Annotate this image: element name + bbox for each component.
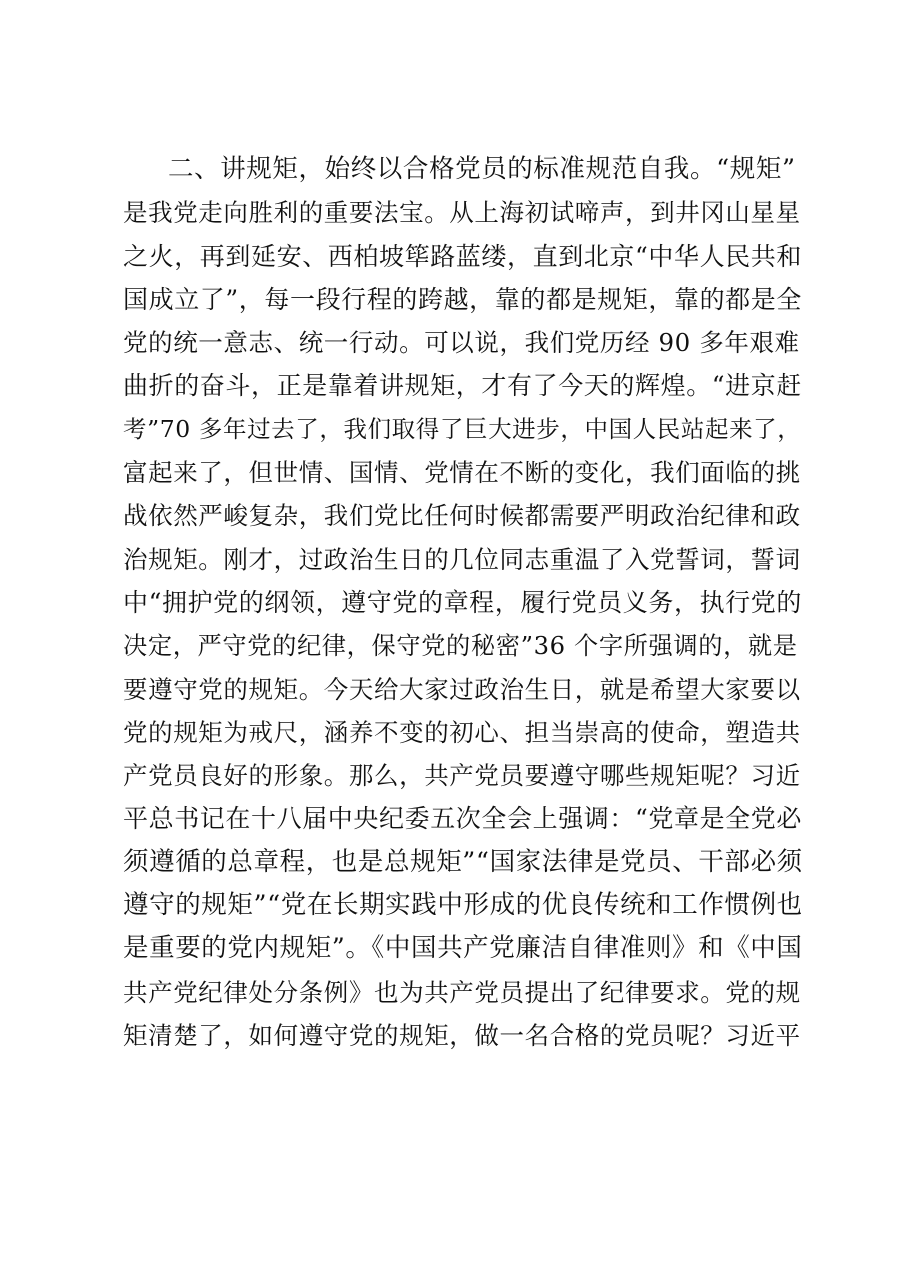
text-line: 国成立了”，每一段行程的跨越，靠的都是规矩，靠的都是全 [123, 284, 802, 314]
text-line: 共产党纪律处分条例》也为共产党员提出了纪律要求。党的规 [123, 977, 801, 1007]
text-line: 平总书记在十八届中央纪委五次全会上强调：“党章是全党必 [123, 804, 802, 834]
text-line: 是我党走向胜利的重要法宝。从上海初试啼声，到井冈山星星 [123, 198, 801, 228]
text-line: 考”70 多年过去了，我们取得了巨大进步，中国人民站起来了， [123, 414, 802, 443]
text-line: 曲折的奋斗，正是靠着讲规矩，才有了今天的辉煌。“进京赶 [123, 371, 802, 401]
text-line: 中“拥护党的纲领，遵守党的章程，履行党员义务，执行党的 [123, 587, 802, 617]
text-line: 矩清楚了，如何遵守党的规矩，做一名合格的党员呢？习近平 [123, 1020, 801, 1050]
text-line: 治规矩。刚才，过政治生日的几位同志重温了入党誓词，誓词 [123, 544, 801, 574]
text-line: 产党员良好的形象。那么，共产党员要遵守哪些规矩呢？习近 [123, 761, 801, 791]
text-line: 须遵循的总章程，也是总规矩”“国家法律是党员、干部必须 [123, 846, 803, 877]
text-line: 二、讲规矩，始终以合格党员的标准规范自我。“规矩” [168, 154, 796, 184]
text-line: 要遵守党的规矩。今天给大家过政治生日，就是希望大家要以 [123, 674, 801, 704]
text-line: 是重要的党内规矩”。《中国共产党廉洁自律准则》和《中国 [123, 933, 803, 964]
text-line: 富起来了，但世情、国情、党情在不断的变化，我们面临的挑 [123, 458, 801, 488]
text-line: 党的规矩为戒尺，涵养不变的初心、担当崇高的使命，塑造共 [123, 717, 801, 747]
body-paragraph [123, 149, 803, 1058]
text-line: 决定，严守党的纪律，保守党的秘密”36 个字所强调的，就是 [123, 631, 798, 661]
text-line: 战依然严峻复杂，我们党比任何时候都需要严明政治纪律和政 [123, 501, 801, 531]
text-line: 之火，再到延安、西柏坡筚路蓝缕，直到北京“中华人民共和 [123, 241, 802, 271]
text-line: 遵守的规矩”“党在长期实践中形成的优良传统和工作惯例也 [123, 890, 803, 921]
text-line: 党的统一意志、统一行动。可以说，我们党历经 90 多年艰难 [123, 328, 800, 358]
